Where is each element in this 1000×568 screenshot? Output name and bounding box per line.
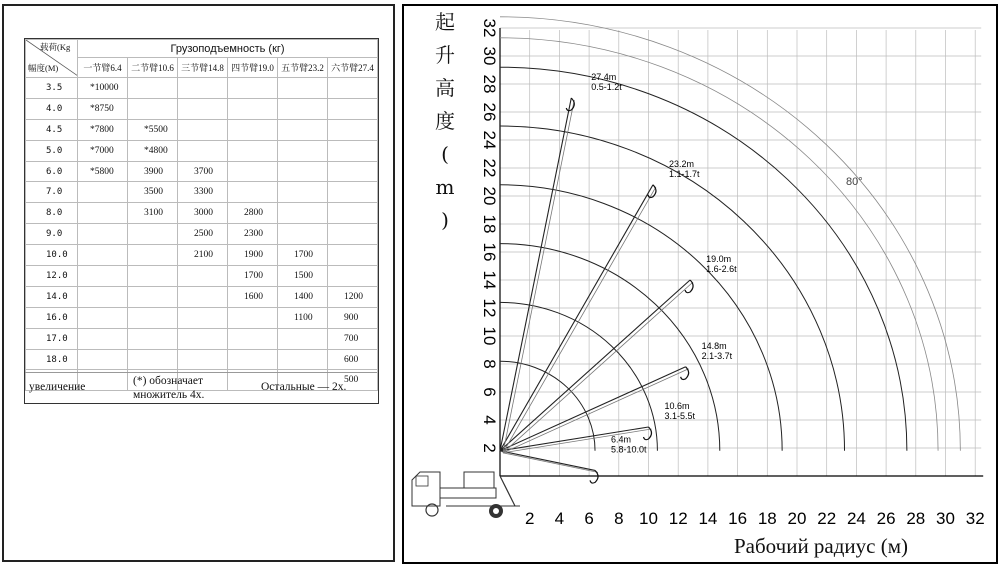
radius-arc	[500, 185, 782, 451]
x-tick-label: 22	[817, 509, 837, 528]
boom-load-label: 2.1-3.7t	[701, 350, 733, 361]
boom-line	[500, 185, 653, 451]
y-tick-label: 24	[480, 130, 499, 150]
radius-arc	[500, 38, 938, 451]
capacity-cell: *8750	[78, 98, 128, 119]
x-tick-label: 12	[668, 509, 688, 528]
boom-load-label: 0.5-1.2t	[591, 82, 622, 92]
boom-line-shadow	[503, 453, 598, 473]
radius-cell: 18.0	[26, 349, 78, 370]
lifting-height-char: (	[441, 142, 449, 166]
capacity-cell: *5500	[128, 119, 178, 140]
capacity-cell: *5800	[78, 161, 128, 182]
x-tick-label: 8	[614, 509, 624, 528]
x-tick-label: 20	[787, 509, 807, 528]
radius-cell: 3.5	[26, 78, 78, 99]
capacity-cell: 3300	[178, 182, 228, 203]
x-tick-label: 6	[584, 509, 594, 528]
boom-load-label: 3.1-5.5t	[664, 411, 696, 421]
boom-length-label: 10.6m	[664, 401, 690, 411]
radius-cell: 12.0	[26, 266, 78, 287]
x-tick-label: 2	[524, 509, 535, 528]
radius-cell: 6.0	[26, 161, 78, 182]
radius-arc	[500, 17, 960, 451]
capacity-cell: 3700	[178, 161, 228, 182]
note-others: Остальные — 2х.	[261, 381, 347, 393]
hook-icon	[644, 427, 652, 440]
capacity-cell: 1100	[278, 307, 328, 328]
capacity-cell: 500	[328, 370, 378, 391]
y-tick-label: 8	[480, 359, 499, 369]
capacity-cell: 3100	[128, 203, 178, 224]
y-tick-label: 28	[480, 74, 499, 94]
capacity-cell: 1700	[278, 245, 328, 266]
boom-length-label: 14.8m	[701, 340, 727, 351]
corner-radius-label: 幅度(M)	[28, 63, 59, 73]
boom-line-shadow	[503, 282, 693, 453]
corner-load-label: 载荷(Kg	[40, 42, 71, 52]
capacity-title: Грузоподъемность (кг)	[78, 40, 378, 58]
capacity-cell: 2100	[178, 245, 228, 266]
capacity-cell: *4800	[128, 140, 178, 161]
capacity-cell: 1400	[278, 286, 328, 307]
lifting-height-char: m	[435, 175, 455, 199]
x-tick-label: 4	[554, 509, 565, 528]
y-tick-label: 32	[480, 18, 499, 38]
boom-line	[500, 451, 595, 471]
capacity-cell: *10000	[78, 78, 128, 99]
boom-line-shadow	[503, 369, 689, 453]
x-tick-label: 24	[846, 509, 866, 528]
y-tick-label: 14	[480, 270, 499, 290]
x-tick-label: 14	[698, 509, 718, 528]
radius-cell: 16.0	[26, 307, 78, 328]
capacity-cell: 3500	[128, 182, 178, 203]
y-tick-label: 12	[480, 298, 499, 318]
boom-length-label: 23.2m	[668, 158, 694, 169]
boom-header-6: 六节臂27.4	[328, 58, 378, 78]
x-tick-label: 26	[876, 509, 896, 528]
capacity-cell: 700	[328, 328, 378, 349]
boom-header-1: 一节臂6.4	[78, 58, 128, 78]
x-tick-label: 10	[639, 509, 658, 528]
radius-cell: 4.0	[26, 98, 78, 119]
capacity-cell: *7000	[78, 140, 128, 161]
capacity-cell: 1700	[228, 266, 278, 287]
capacity-cell: *7800	[78, 119, 128, 140]
angle-label: 80°	[846, 175, 863, 188]
lifting-height-char: 高	[435, 76, 455, 100]
radius-arc	[500, 67, 907, 451]
boom-header-3: 三节臂14.8	[178, 58, 228, 78]
boom-length-label: 6.4m	[611, 434, 632, 445]
y-tick-label: 4	[480, 415, 499, 425]
y-tick-label: 22	[480, 158, 499, 178]
boom-line	[500, 98, 571, 451]
capacity-cell: 2500	[178, 224, 228, 245]
radius-cell: 5.0	[26, 140, 78, 161]
boom-load-label: 1.1-1.7t	[668, 168, 700, 179]
x-tick-label: 18	[757, 509, 777, 528]
note-multiplier: (*) обозначает множитель 4х.	[133, 375, 205, 401]
capacity-cell: 2800	[228, 203, 278, 224]
y-tick-label: 18	[480, 214, 499, 234]
boom-length-label: 27.4m	[591, 72, 617, 82]
capacity-cell: 2300	[228, 224, 278, 245]
lifting-height-char: )	[441, 208, 449, 232]
hook-icon	[685, 280, 693, 293]
boom-length-label: 19.0m	[706, 254, 732, 264]
radius-cell: 9.0	[26, 224, 78, 245]
radius-cell: 14.0	[26, 286, 78, 307]
crane-truck-icon	[412, 472, 520, 518]
capacity-cell: 1500	[278, 266, 328, 287]
y-tick-label: 2	[480, 443, 499, 453]
x-tick-label: 28	[906, 509, 926, 528]
boom-header-5: 五节臂23.2	[278, 58, 328, 78]
radius-arc	[500, 302, 657, 450]
boom-header-4: 四节臂19.0	[228, 58, 278, 78]
radius-cell: 4.5	[26, 119, 78, 140]
boom-load-label: 5.8-10.0t	[611, 444, 647, 455]
capacity-cell: 600	[328, 349, 378, 370]
lifting-height-label	[430, 6, 460, 237]
boom-load-label: 1.6-2.6t	[706, 264, 737, 274]
boom-header-2: 二节臂10.6	[128, 58, 178, 78]
lifting-height-char: 起	[435, 10, 455, 34]
x-tick-label: 32	[965, 509, 985, 528]
capacity-cell: 3000	[178, 203, 228, 224]
note-left: увеличение	[29, 381, 86, 393]
capacity-cell: 1900	[228, 245, 278, 266]
lifting-height-char: 升	[435, 43, 455, 67]
y-tick-label: 20	[480, 186, 499, 206]
y-tick-label: 26	[480, 102, 499, 122]
working-radius-label: Рабочий радиус (м)	[734, 534, 909, 558]
boom-line-shadow	[503, 100, 574, 453]
y-tick-label: 6	[480, 387, 499, 397]
radius-cell: 7.0	[26, 182, 78, 203]
capacity-cell: 900	[328, 307, 378, 328]
y-tick-label: 16	[480, 242, 499, 262]
x-tick-label: 16	[728, 509, 748, 528]
radius-cell: 8.0	[26, 203, 78, 224]
lifting-height-char: 度	[435, 109, 455, 133]
capacity-cell: 1200	[328, 286, 378, 307]
y-tick-label: 30	[480, 46, 499, 66]
capacity-cell: 1600	[228, 286, 278, 307]
radius-cell: 10.0	[26, 245, 78, 266]
hook-icon	[590, 470, 598, 483]
radius-cell: 17.0	[26, 328, 78, 349]
y-tick-label: 10	[480, 326, 499, 346]
x-tick-label: 30	[936, 509, 955, 528]
capacity-cell: 3900	[128, 161, 178, 182]
